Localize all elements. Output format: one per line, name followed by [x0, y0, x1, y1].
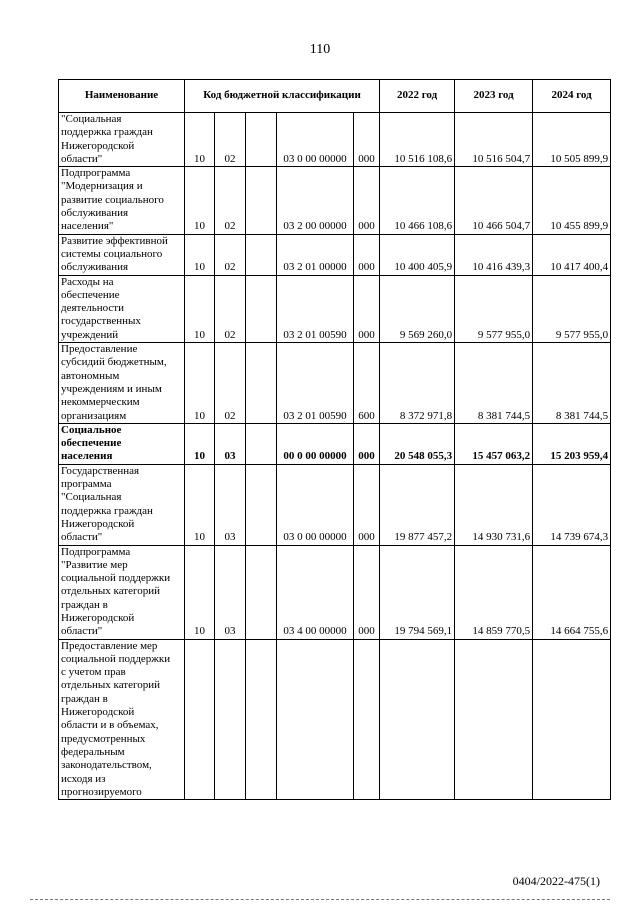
expense-type-code: 000 — [354, 545, 380, 639]
budget-table — [58, 79, 611, 800]
value-2023: 8 381 744,5 — [455, 343, 533, 424]
subsection-code: 02 — [215, 167, 246, 234]
table-row — [59, 639, 611, 800]
value-2023 — [455, 639, 533, 800]
expense-type-code: 600 — [354, 343, 380, 424]
table-row — [59, 113, 611, 167]
section-code: 10 — [185, 343, 215, 424]
value-2024: 15 203 959,4 — [533, 423, 611, 464]
row-name: Социальное обеспечение населения — [59, 423, 185, 464]
value-2024: 14 739 674,3 — [533, 464, 611, 545]
section-code: 10 — [185, 423, 215, 464]
value-2022: 19 794 569,1 — [380, 545, 455, 639]
header-2022: 2022 год — [380, 80, 455, 113]
empty-cell — [246, 275, 277, 342]
value-2022: 20 548 055,3 — [380, 423, 455, 464]
subsection-code: 03 — [215, 545, 246, 639]
value-2023: 15 457 063,2 — [455, 423, 533, 464]
target-article-code: 03 2 01 00590 — [277, 275, 354, 342]
empty-cell — [246, 423, 277, 464]
value-2024: 10 505 899,9 — [533, 113, 611, 167]
table-row — [59, 464, 611, 545]
header-name: Наименование — [59, 80, 185, 113]
value-2022: 10 400 405,9 — [380, 234, 455, 275]
value-2022: 19 877 457,2 — [380, 464, 455, 545]
target-article-code: 00 0 00 00000 — [277, 423, 354, 464]
value-2024: 10 417 400,4 — [533, 234, 611, 275]
header-2023: 2023 год — [455, 80, 533, 113]
bottom-divider — [30, 899, 610, 900]
target-article-code: 03 0 00 00000 — [277, 113, 354, 167]
subsection-code: 02 — [215, 234, 246, 275]
expense-type-code: 000 — [354, 423, 380, 464]
table-row — [59, 167, 611, 234]
empty-cell — [246, 464, 277, 545]
table-row — [59, 343, 611, 424]
row-name: Предоставление мер социальной поддержки с учетом прав отдельных категорий граждан в Нижегородской области и в объемах, предусмотренных федеральным законодательством, исходя из прогнозируемого — [59, 639, 185, 800]
table-row — [59, 423, 611, 464]
empty-cell — [246, 343, 277, 424]
subsection-code — [215, 639, 246, 800]
expense-type-code — [354, 639, 380, 800]
value-2024: 9 577 955,0 — [533, 275, 611, 342]
value-2023: 10 516 504,7 — [455, 113, 533, 167]
value-2022: 10 516 108,6 — [380, 113, 455, 167]
section-code: 10 — [185, 167, 215, 234]
subsection-code: 02 — [215, 113, 246, 167]
section-code: 10 — [185, 464, 215, 545]
empty-cell — [246, 113, 277, 167]
subsection-code: 03 — [215, 464, 246, 545]
row-name: Государственная программа "Социальная поддержка граждан Нижегородской области" — [59, 464, 185, 545]
empty-cell — [246, 167, 277, 234]
header-row — [59, 80, 611, 113]
value-2023: 9 577 955,0 — [455, 275, 533, 342]
section-code: 10 — [185, 275, 215, 342]
section-code: 10 — [185, 113, 215, 167]
section-code: 10 — [185, 545, 215, 639]
value-2022 — [380, 639, 455, 800]
value-2022: 10 466 108,6 — [380, 167, 455, 234]
row-name: Развитие эффективной системы социального обслуживания — [59, 234, 185, 275]
header-code: Код бюджетной классификации — [185, 80, 380, 113]
expense-type-code: 000 — [354, 234, 380, 275]
table-row — [59, 275, 611, 342]
subsection-code: 03 — [215, 423, 246, 464]
target-article-code: 03 2 01 00000 — [277, 234, 354, 275]
row-name: Подпрограмма "Развитие мер социальной поддержки отдельных категорий граждан в Нижегородской области" — [59, 545, 185, 639]
target-article-code — [277, 639, 354, 800]
empty-cell — [246, 639, 277, 800]
value-2023: 14 930 731,6 — [455, 464, 533, 545]
value-2023: 14 859 770,5 — [455, 545, 533, 639]
value-2023: 10 466 504,7 — [455, 167, 533, 234]
subsection-code: 02 — [215, 275, 246, 342]
target-article-code: 03 2 00 00000 — [277, 167, 354, 234]
row-name: Предоставление субсидий бюджетным, автономным учреждениям и иным некоммерческим организациям — [59, 343, 185, 424]
empty-cell — [246, 545, 277, 639]
value-2024: 8 381 744,5 — [533, 343, 611, 424]
section-code — [185, 639, 215, 800]
header-2024: 2024 год — [533, 80, 611, 113]
table-row — [59, 545, 611, 639]
value-2022: 8 372 971,8 — [380, 343, 455, 424]
expense-type-code: 000 — [354, 167, 380, 234]
section-code: 10 — [185, 234, 215, 275]
expense-type-code: 000 — [354, 113, 380, 167]
expense-type-code: 000 — [354, 275, 380, 342]
target-article-code: 03 0 00 00000 — [277, 464, 354, 545]
subsection-code: 02 — [215, 343, 246, 424]
page-number: 110 — [309, 42, 331, 57]
table-row — [59, 234, 611, 275]
value-2024: 10 455 899,9 — [533, 167, 611, 234]
row-name: "Социальная поддержка граждан Нижегородской области" — [59, 113, 185, 167]
row-name: Подпрограмма "Модернизация и развитие социального обслуживания населения" — [59, 167, 185, 234]
empty-cell — [246, 234, 277, 275]
document-code: 0404/2022-475(1) — [512, 874, 600, 888]
value-2024 — [533, 639, 611, 800]
value-2024: 14 664 755,6 — [533, 545, 611, 639]
value-2022: 9 569 260,0 — [380, 275, 455, 342]
row-name: Расходы на обеспечение деятельности государственных учреждений — [59, 275, 185, 342]
target-article-code: 03 4 00 00000 — [277, 545, 354, 639]
expense-type-code: 000 — [354, 464, 380, 545]
value-2023: 10 416 439,3 — [455, 234, 533, 275]
target-article-code: 03 2 01 00590 — [277, 343, 354, 424]
